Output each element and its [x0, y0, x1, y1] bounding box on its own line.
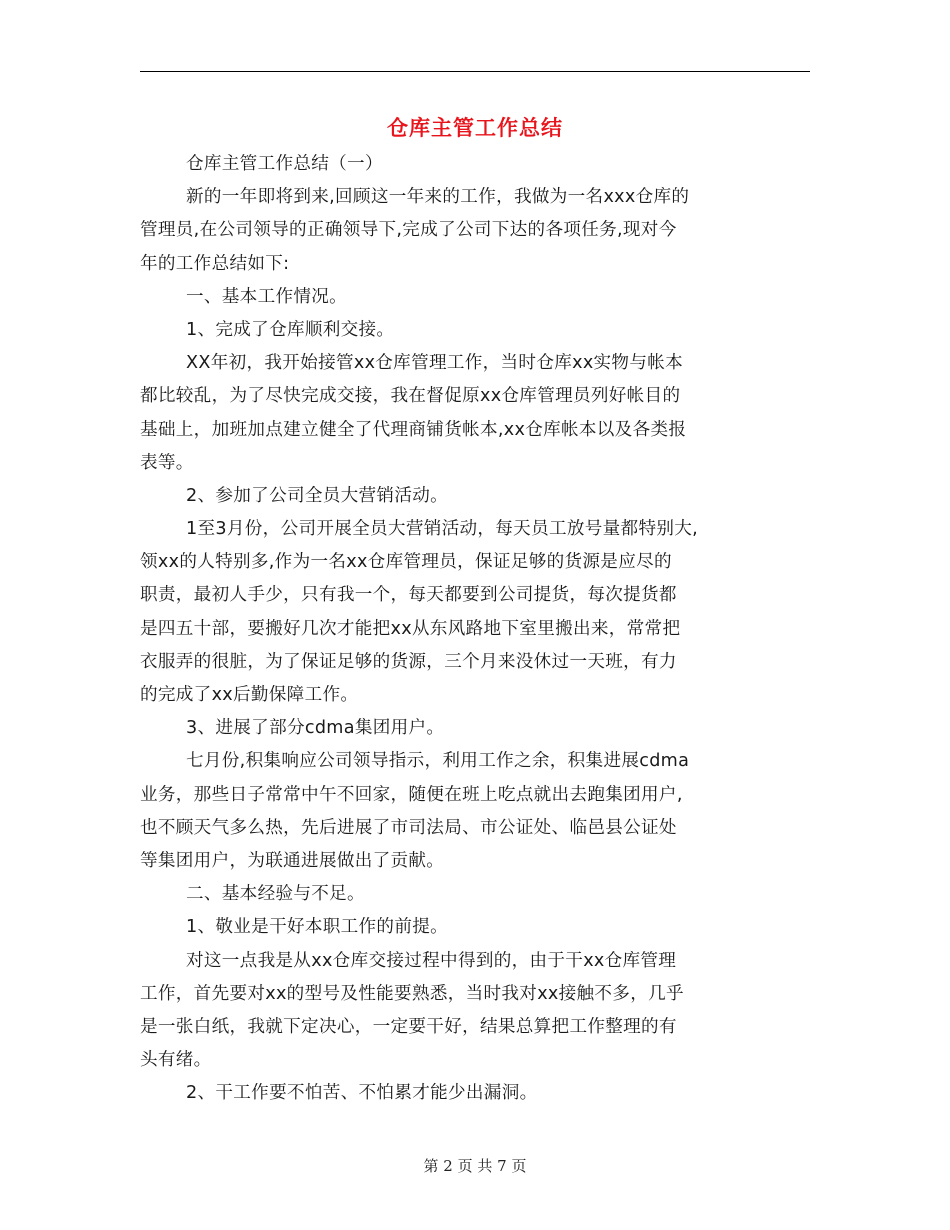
- text-line: 基础上，加班加点建立健全了代理商铺货帐本,xx仓库帐本以及各类报: [140, 419, 687, 440]
- text-line: 管理员,在公司领导的正确领导下,完成了公司下达的各项任务,现对今: [140, 220, 677, 241]
- text-line: 3、进展了部分cdma集团用户。: [186, 718, 445, 739]
- text-line: 衣服弄的很脏，为了保证足够的货源，三个月来没休过一天班，有力: [140, 651, 677, 672]
- text-line: XX年初，我开始接管xx仓库管理工作，当时仓库xx实物与帐本: [186, 353, 684, 374]
- document-title: 仓库主管工作总结: [387, 116, 563, 140]
- text-line: 新的一年即将到来,回顾这一年来的工作，我做为一名xxx仓库的: [186, 187, 690, 208]
- text-line: 1至3月份，公司开展全员大营销活动，每天员工放号量都特别大,: [186, 519, 699, 540]
- text-line: 领xx的人特别多,作为一名xx仓库管理员，保证足够的货源是应尽的: [140, 552, 672, 573]
- text-line: 2、干工作要不怕苦、不怕累才能少出漏洞。: [186, 1083, 538, 1104]
- text-line: 职责，最初人手少，只有我一个，每天都要到公司提货，每次提货都: [140, 585, 677, 606]
- text-line: 业务，那些日子常常中午不回家，随便在班上吃点就出去跑集团用户,: [140, 784, 683, 805]
- text-line: 七月份,积集响应公司领导指示，利用工作之余，积集进展cdma: [186, 751, 690, 772]
- text-line: 头有绪。: [140, 1050, 212, 1071]
- text-line: 1、敬业是干好本职工作的前提。: [186, 917, 449, 938]
- text-line: 的完成了xx后勤保障工作。: [140, 685, 359, 705]
- text-line: 对这一点我是从xx仓库交接过程中得到的，由于干xx仓库管理: [186, 950, 677, 971]
- header-rule: [140, 71, 810, 72]
- text-line: 2、参加了公司全员大营销活动。: [186, 485, 449, 506]
- text-line: 也不顾天气多么热，先后进展了市司法局、市公证处、临邑县公证处: [140, 817, 677, 838]
- text-line: 二、基本经验与不足。: [186, 884, 365, 905]
- text-line: 工作，首先要对xx的型号及性能要熟悉，当时我对xx接触不多，几乎: [140, 983, 684, 1004]
- text-line: 仓库主管工作总结（一）: [186, 154, 383, 174]
- page-footer: 第 2 页 共 7 页: [423, 1157, 527, 1175]
- text-line: 是四五十部，要搬好几次才能把xx从东风路地下室里搬出来，常常把: [140, 618, 681, 639]
- text-line: 年的工作总结如下:: [140, 253, 290, 274]
- document-body: [140, 148, 812, 1110]
- text-line: 都比较乱，为了尽快完成交接，我在督促原xx仓库管理员列好帐目的: [140, 386, 681, 407]
- text-line: 是一张白纸，我就下定决心，一定要干好，结果总算把工作整理的有: [140, 1016, 677, 1037]
- text-line: 一、基本工作情况。: [186, 286, 348, 307]
- text-line: 等集团用户，为联通进展做出了贡献。: [140, 850, 445, 871]
- text-line: 1、完成了仓库顺利交接。: [186, 319, 395, 340]
- text-line: 表等。: [140, 452, 194, 473]
